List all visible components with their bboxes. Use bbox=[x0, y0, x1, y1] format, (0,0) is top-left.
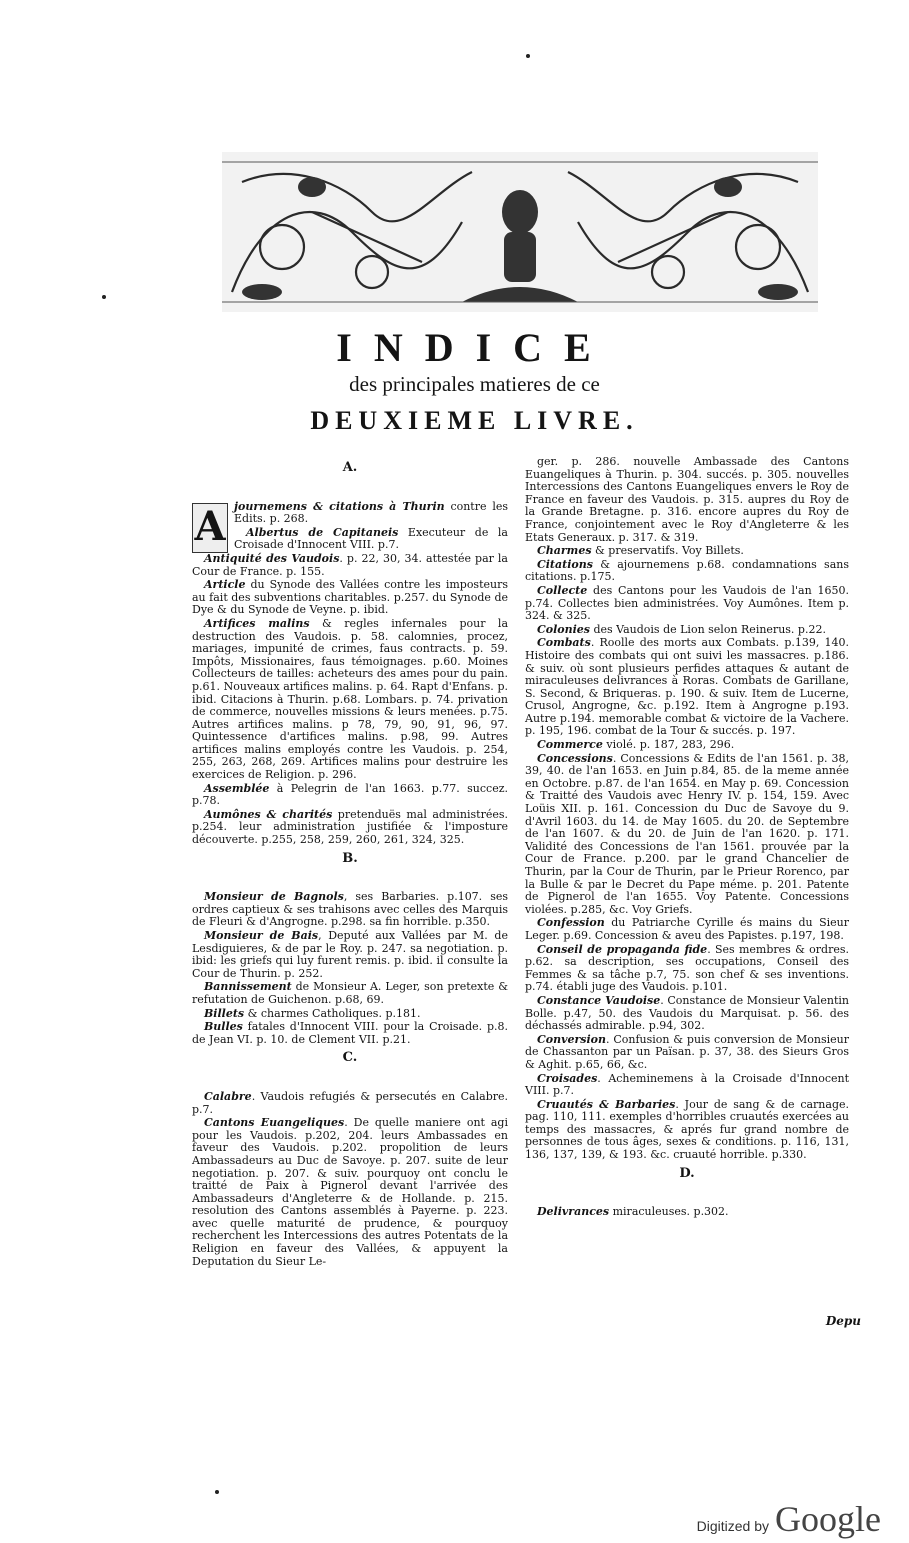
entry-text: . Acheminemens à la Croisade d'Innocent VIII. p.7. bbox=[525, 1071, 849, 1098]
entry-heading: Charmes bbox=[537, 544, 592, 558]
entry-text: des Vaudois de Lion selon Reinerus. p.22. bbox=[589, 622, 826, 636]
entry-heading: Delivrances bbox=[537, 1205, 610, 1219]
entry-heading: Conseil de propaganda fide bbox=[537, 942, 708, 956]
entry-text: , ses Barbaries. p.107. ses ordres captieux & ses trahisons avec celles des Marquis de Fleuri & d'Angrogne. p.298. sa fin horrible. p.350. bbox=[192, 890, 508, 929]
index-entry bbox=[525, 995, 849, 1033]
index-entry bbox=[192, 809, 508, 847]
entry-text: . p. 22, 30, 34. attestée par la Cour de France. p. 155. bbox=[192, 551, 508, 578]
entry-heading: Citations bbox=[537, 557, 593, 571]
entry-heading: Combats bbox=[537, 636, 591, 650]
entry-heading: Bannissement bbox=[204, 980, 292, 994]
entry-text: & ajournemens p.68. condamnations sans citations. p.175. bbox=[525, 557, 849, 584]
index-column-left bbox=[192, 456, 508, 1269]
index-entry bbox=[525, 1099, 849, 1162]
section-letter: D. bbox=[679, 1165, 695, 1181]
entry-text: violé. p. 187, 283, 296. bbox=[602, 738, 735, 752]
index-entry bbox=[192, 553, 508, 578]
book-title: DEUXIEME LIVRE. bbox=[310, 406, 639, 435]
section-letter: A. bbox=[342, 460, 358, 475]
entry-heading: Colonies bbox=[537, 622, 590, 636]
entry-text: miraculeuses. p.302. bbox=[609, 1205, 729, 1219]
watermark-prefix: Digitized by bbox=[696, 1518, 770, 1534]
entry-heading: journemens & citations à Thurin bbox=[234, 499, 445, 513]
index-entry bbox=[192, 1008, 508, 1021]
entry-heading: Bulles bbox=[204, 1020, 243, 1034]
ink-spot bbox=[215, 1490, 219, 1494]
entry-text: fatales d'Innocent VIII. pour la Croisade. p.8. de Jean VI. p. 10. de Clement VII. p.21. bbox=[192, 1020, 508, 1046]
entry-text: du Synode des Vallées contre les imposteurs au fait des subventions charitables. p.257. du Synode de Dye & du Synode de Veyne. p. ibid. bbox=[192, 578, 508, 617]
entry-heading: Conversion bbox=[537, 1032, 606, 1046]
index-subtitle: des principales matieres de ce bbox=[349, 372, 600, 396]
index-entry bbox=[525, 1034, 849, 1072]
entry-heading: Monsieur de Bagnols bbox=[204, 890, 344, 904]
decorative-headpiece bbox=[222, 152, 818, 312]
index-entry bbox=[525, 637, 849, 738]
entry-heading: Cantons Euangeliques bbox=[204, 1116, 345, 1130]
index-entry bbox=[525, 1206, 849, 1219]
entry-text: & preservatifs. Voy Billets. bbox=[591, 544, 744, 558]
index-entry bbox=[192, 1021, 508, 1046]
entry-text: contre les Edits. p. 268. bbox=[234, 499, 508, 526]
entry-text: . Confusion & puis conversion de Monsieur de Chassanton par un Païsan. p. 37, 38. des Sieurs Gros & Aghit. p.65, 66, &c. bbox=[525, 1032, 849, 1071]
entry-heading: Monsieur de Bais bbox=[204, 929, 319, 942]
entry-heading: Confession bbox=[537, 916, 605, 930]
entry-text: . Jour de sang & de carnage. pag. 110, 111. exemples d'horribles cruautés exercées au temps des massacres, & aprés fur grand nombre de personnes de tous âges, sexes & conditions. p. 116, 131, 136, 137, 139, & 193. &c. cruauté horrible. p.330. bbox=[525, 1097, 849, 1162]
entry-text: pretenduës mal administrées. p.254. leur administration justifiée & l'imposture découverte. p.255, 258, 259, 260, 261, 324, 325. bbox=[192, 807, 508, 847]
entry-heading: Cruautés & Barbaries bbox=[537, 1097, 676, 1111]
entry-heading: Antiquité des Vaudois bbox=[204, 551, 340, 565]
section-letter: B. bbox=[342, 850, 358, 866]
entry-heading: Artifices malins bbox=[204, 616, 310, 630]
entry-heading: Concessions bbox=[537, 751, 613, 765]
entry-heading: Croisades bbox=[537, 1071, 598, 1085]
entry-text: du Patriarche Cyrille és mains du Sieur Leger. p.69. Concession & aveu des Papistes. p.197, 198. bbox=[525, 916, 849, 942]
index-entry bbox=[192, 579, 508, 617]
index-entry bbox=[192, 981, 508, 1006]
entry-heading: Article bbox=[204, 578, 246, 592]
ink-spot bbox=[526, 54, 530, 58]
entry-text: . De quelle maniere ont agi pour les Vaudois. p.202, 204. leurs Ambassades en faveur des Vaudois. p.202. propolition de leurs Ambassadeurs au Duc de Savoye. p. 207. suite de leur negotiation. p. 207. & suiv. pourquoy ont conclu le traitté de Paix à Pignerol devant l'arrivée des Ambassadeurs d'Angleterre & de Hollande. p. 215. resolution des Cantons assemblés à Payerne. p. 223. avec quelle maturité de prudence, & pourquoy recherchent les Intercessions des autres Potentats de la Religion en faveur des Vallées, & appuyent la Deputation du Sieur Le- bbox=[192, 1116, 508, 1268]
entry-text: Executeur de la Croisade d'Innocent VIII. p.7. bbox=[234, 525, 508, 552]
entry-text: . Ses membres & ordres. p.62. sa description, ses occupations, Conseil des Femmes & sa tâche p.7, 75. son chef & ses inventions. p.74. établi juge des Vaudois. p.101. bbox=[525, 942, 849, 994]
entry-text: à Pelegrin de l'an 1663. p.77. succez. p.78. bbox=[192, 781, 508, 808]
entry-text: des Cantons pour les Vaudois de l'an 1650. p.74. Collectes bien administrées. Voy Aumônes. Item p. 324. & 325. bbox=[525, 583, 849, 623]
catchword: Depu bbox=[825, 1314, 861, 1328]
index-entry bbox=[525, 1073, 849, 1098]
index-entry bbox=[525, 917, 849, 942]
ink-spot bbox=[102, 295, 106, 299]
entry-text: de Monsieur A. Leger, son pretexte & refutation de Guichenon. p.68, 69. bbox=[192, 980, 508, 1006]
index-title: INDICE bbox=[336, 325, 613, 370]
entry-text: . Concessions & Edits de l'an 1561. p. 38, 39, 40. de l'an 1653. en Juin p.84, 85. de la meme année en Octobre. p.87. de l'an 1654. en May p. 69. Concession & Traitté des Vaudois avec Henry IV. p. 154, 159. Avec Loüis XII. p. 161. Concession du Duc de Savoye du 9. d'Avril 1603. du 14. de May 1605. du 20. de Septembre de l'an 1607. & du 20. de Juin de l'an 1620. p. 171. Validité des Concessions de l'an 1561. prouvée par la Cour de France. p.200. par le grand Chancelier de Thurin, par la Cour de Thurin, par le Prieur Rorenco, par la Bulle & par le Decret du Pape méme. p. 201. Patente de Pignerol de l'an 1655. Voy Patente. Concessions violées. p.285, &c. Voy Griefs. bbox=[525, 751, 849, 916]
index-entry bbox=[525, 456, 849, 544]
index-entry bbox=[192, 1091, 508, 1116]
index-entry bbox=[525, 559, 849, 584]
index-entry bbox=[192, 930, 508, 980]
index-entry bbox=[192, 1117, 508, 1268]
index-entry bbox=[192, 527, 508, 552]
entry-text: , Deputé aux Vallées par M. de Lesdiguieres, & de par le Roy. p. 247. sa negotiation. p. ibid: les griefs qui luy furent remis. p. ibid. il consulte la Cour de Thurin. p. 252. bbox=[192, 929, 508, 980]
index-entry bbox=[525, 545, 849, 558]
index-entry bbox=[525, 739, 849, 752]
entry-text: & charmes Catholiques. p.181. bbox=[244, 1006, 421, 1020]
entry-heading: Aumônes & charités bbox=[204, 807, 333, 821]
entry-heading: Assemblée bbox=[204, 781, 270, 795]
index-entry bbox=[192, 618, 508, 782]
index-entry bbox=[525, 944, 849, 994]
index-entry bbox=[192, 783, 508, 808]
entry-text: . Roolle des morts aux Combats. p.139, 140. Histoire des combats qui ont suivi les massacres. p.186. & suiv. où sont plusieurs perfides attaques & autant de miraculeuses delivrances à Roras. Combats de Garillane, S. Second, & Briqueras. p. 190. & suiv. Item de Lucerne, Crusol, Angrogne, &c. p.192. Item à Angrogne p.193. Autre p.194. memorable combat & victoire de la Vachere. p. 195, 196. combat de la Tour & succés. p. 197. bbox=[525, 636, 849, 738]
entry-text: . Constance de Monsieur Valentin Bolle. p.47, 50. des Vaudois du Marquisat. p. 56. des déchassés admirable. p.94, 302. bbox=[525, 993, 849, 1033]
google-logo: Google bbox=[775, 1499, 881, 1539]
entry-heading: Billets bbox=[204, 1006, 245, 1020]
entry-heading: Collecte bbox=[537, 583, 588, 597]
index-entry bbox=[525, 624, 849, 637]
index-column-right bbox=[525, 456, 849, 1220]
index-entry bbox=[192, 891, 508, 929]
entry-text: ger. p. 286. nouvelle Ambassade des Cantons Euangeliques à Thurin. p. 304. succés. p. 305. nouvelles Intercessions des Cantons Euangeliques envers le Roy de France en faveur des Vaudois. p. 315. aupres du Roy de la Grande Bretagne. p. 316. encore aupres du Roy de France, conjointement avec le Roy d'Angleterre & les Etats Generaux. p. 317. & 319. bbox=[525, 455, 849, 544]
ornamental-initial: A bbox=[192, 503, 228, 553]
index-entry bbox=[525, 753, 849, 917]
entry-heading: Albertus de Capitaneis bbox=[246, 525, 399, 539]
digitized-watermark bbox=[697, 1498, 881, 1540]
entry-heading: Commerce bbox=[537, 738, 603, 752]
entry-text: . Vaudois refugiés & persecutés en Calabre. p.7. bbox=[192, 1089, 508, 1116]
index-entry bbox=[525, 585, 849, 623]
section-letter: C. bbox=[342, 1050, 358, 1066]
entry-text: & regles infernales pour la destruction des Vaudois. p. 58. calomnies, procez, mariages, impunité de crimes, faus contracts. p. 59. Impôts, Missionaires, faus témoignages. p.60. Moines Collecteurs de tailles: acheteurs des ames pour du pain. p.61. Nouveaux artifices malins. p. 64. Rapt d'Enfans. p. ibid. Citacions à Thurin. p.68. Lombars. p. 74. privation de commerce, nouvelles missions & leurs menées. p.75. Autres artifices malins. p 78, 79, 90, 91, 96, 97. Quintessence d'artifices malins. p.98, 99. Autres artifices malins employés contre les Vaudois. p. 254, 255, 263, 268, 269. Artifices malins pour destruire les exercices de Religion. p. 296. bbox=[192, 616, 508, 782]
entry-heading: Calabre bbox=[204, 1089, 252, 1103]
entry-heading: Constance Vaudoise bbox=[537, 993, 661, 1007]
